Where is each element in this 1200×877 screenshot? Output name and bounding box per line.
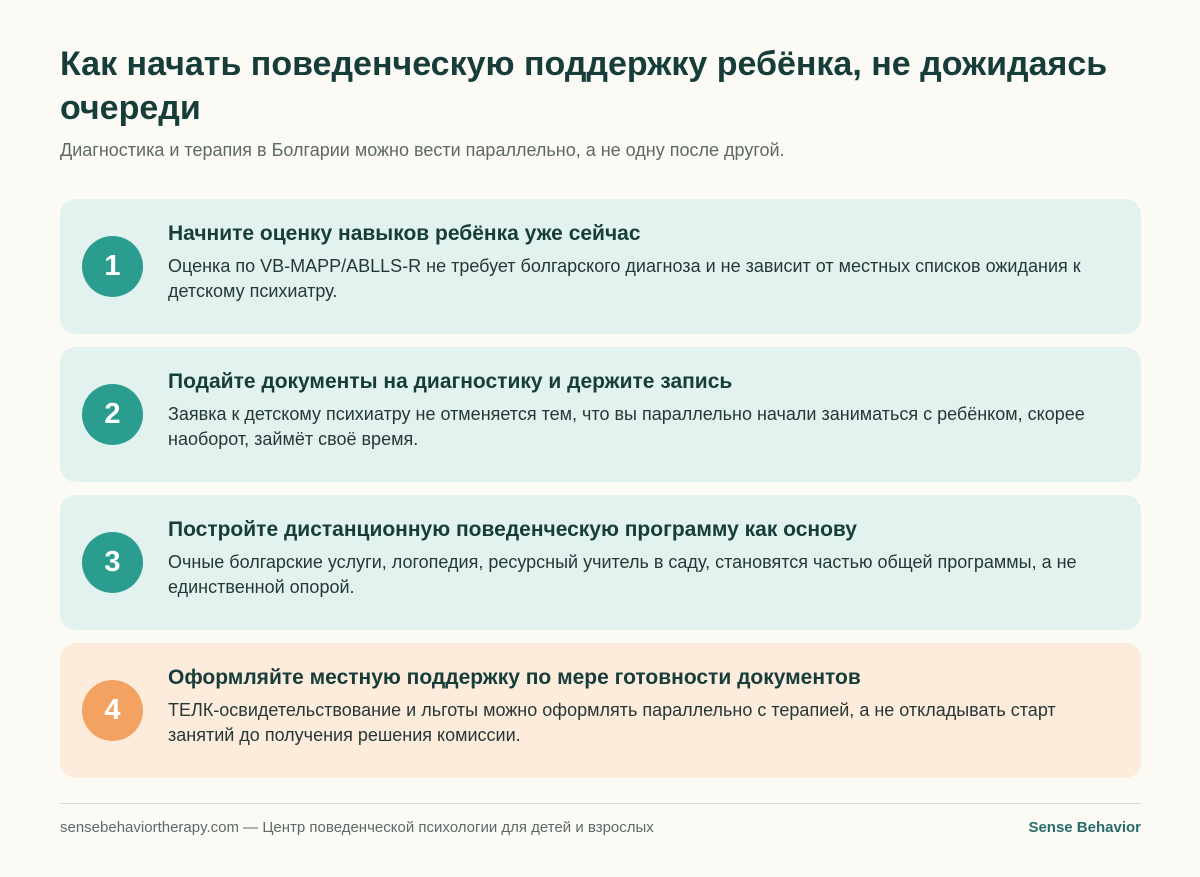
step-description: Оценка по VB-MAPP/ABLLS-R не требует болгарского диагноза и не зависит от местных списков ожидания к детскому психиатру.	[168, 256, 1081, 301]
step-title: Начните оценку навыков ребёнка уже сейчас	[168, 222, 641, 245]
step-number-badge: 1	[82, 236, 143, 297]
step-description: Очные болгарские услуги, логопедия, ресурсный учитель в саду, становятся частью общей программы, а не единственной опорой.	[168, 552, 1077, 597]
step-number-badge: 4	[82, 680, 143, 741]
step-title: Постройте дистанционную поведенческую программу как основу	[168, 518, 857, 541]
footer-brand: Sense Behavior	[1028, 819, 1141, 836]
step-description: ТЕЛК-освидетельствование и льготы можно оформлять параллельно с терапией, а не откладывать старт занятий до получения решения комиссии.	[168, 700, 1056, 745]
step-card-2	[60, 347, 1141, 482]
footer-divider	[60, 803, 1141, 804]
step-number-badge: 2	[82, 384, 143, 445]
step-number-badge: 3	[82, 532, 143, 593]
page-title: Как начать поведенческую поддержку ребёнка, не дожидаясь очереди	[60, 45, 1108, 127]
footer-source: sensebehaviortherapy.com — Центр поведенческой психологии для детей и взрослых	[60, 819, 654, 836]
infographic-page	[60, 0, 1141, 877]
step-card-3	[60, 495, 1141, 630]
step-title: Подайте документы на диагностику и держите запись	[168, 370, 733, 393]
step-card-1	[60, 199, 1141, 334]
step-title: Оформляйте местную поддержку по мере готовности документов	[168, 666, 861, 689]
step-description: Заявка к детскому психиатру не отменяется тем, что вы параллельно начали заниматься с ребёнком, скорее наоборот, займёт своё время.	[168, 404, 1085, 449]
page-subtitle: Диагностика и терапия в Болгарии можно вести параллельно, а не одну после другой.	[60, 140, 785, 160]
step-card-4	[60, 643, 1141, 778]
